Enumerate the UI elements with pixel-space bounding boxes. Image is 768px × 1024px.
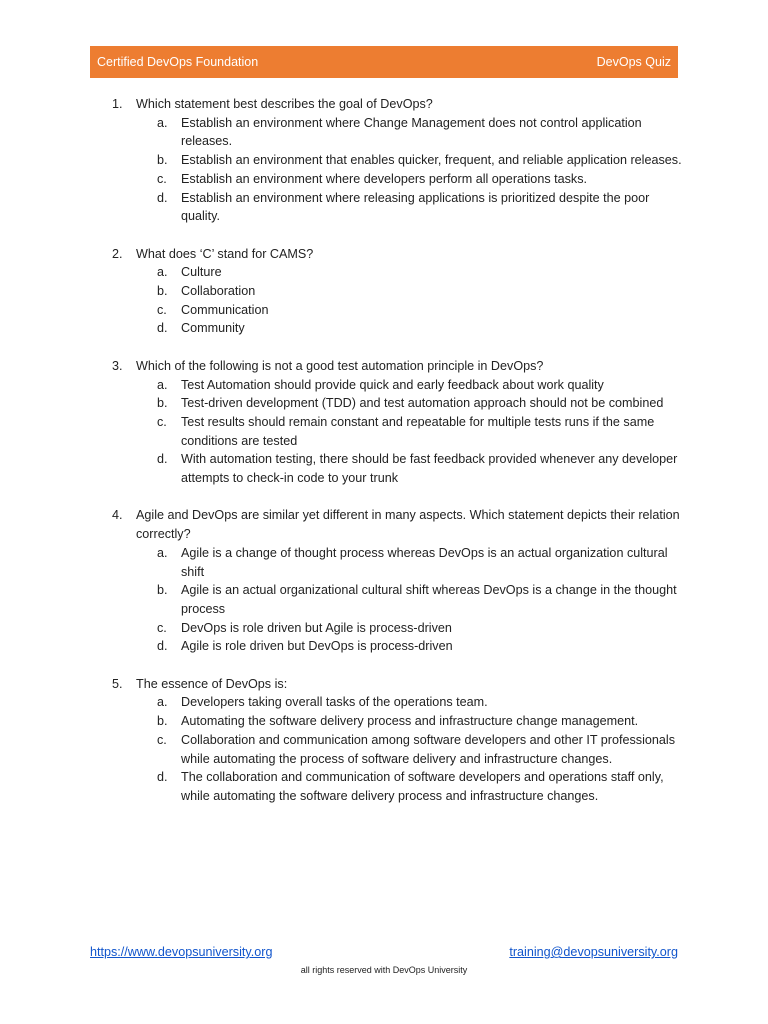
- question-text: Which statement best describes the goal of DevOps?: [136, 97, 433, 111]
- option-text: Establish an environment that enables quicker, frequent, and reliable application releases.: [181, 153, 682, 168]
- option-text: DevOps is role driven but Agile is process-driven: [181, 620, 452, 635]
- option-item: [157, 189, 682, 226]
- option-letter: b.: [157, 284, 168, 299]
- option-letter: a.: [157, 265, 168, 280]
- option-letter: a.: [157, 695, 168, 710]
- question-4: [112, 506, 682, 656]
- option-letter: c.: [157, 414, 167, 429]
- email-link[interactable]: training@devopsuniversity.org: [509, 945, 678, 959]
- option-text: Establish an environment where Change Management does not control application releases.: [181, 115, 642, 149]
- option-list: [157, 114, 682, 226]
- option-item: [157, 151, 682, 170]
- option-text: Test-driven development (TDD) and test automation approach should not be combined: [181, 396, 664, 411]
- quiz-question-list: [112, 95, 682, 824]
- option-letter: a.: [157, 377, 168, 392]
- option-item: [157, 731, 682, 768]
- question-number: 2.: [112, 246, 123, 261]
- copyright-notice: all rights reserved with DevOps University: [300, 965, 468, 975]
- header-title: Certified DevOps Foundation: [97, 55, 259, 69]
- option-letter: d.: [157, 321, 168, 336]
- question-number: 1.: [112, 97, 123, 111]
- option-item: [157, 282, 682, 301]
- option-letter: b.: [157, 153, 168, 168]
- option-item: [157, 544, 682, 581]
- option-list: [157, 376, 682, 488]
- option-list: [157, 263, 682, 338]
- question-3: [112, 357, 682, 488]
- option-text: Community: [181, 321, 245, 336]
- option-item: [157, 637, 682, 656]
- question-text: What does ‘C’ stand for CAMS?: [136, 246, 314, 261]
- option-letter: a.: [157, 115, 168, 130]
- option-item: [157, 450, 682, 487]
- option-letter: b.: [157, 396, 168, 411]
- option-item: [157, 413, 682, 450]
- option-text: Collaboration: [181, 284, 256, 299]
- option-text: Test Automation should provide quick and early feedback about work quality: [181, 377, 604, 392]
- option-text: Agile is a change of thought process whereas DevOps is an actual organization cultural shift: [181, 545, 668, 579]
- option-letter: a.: [157, 545, 168, 560]
- option-item: [157, 319, 682, 338]
- option-item: [157, 114, 682, 151]
- option-letter: b.: [157, 583, 168, 598]
- option-list: [157, 693, 682, 805]
- option-letter: d.: [157, 452, 168, 467]
- option-letter: b.: [157, 714, 168, 729]
- option-item: [157, 394, 682, 413]
- question-1: [112, 95, 682, 226]
- question-text: The essence of DevOps is:: [136, 676, 288, 691]
- option-text: With automation testing, there should be fast feedback provided whenever any developer attempts to check-in code to your trunk: [181, 452, 678, 486]
- question-number: 4.: [112, 508, 123, 523]
- question-text: Agile and DevOps are similar yet different in many aspects. Which statement depicts their relation correctly?: [136, 508, 680, 542]
- option-letter: c.: [157, 302, 167, 317]
- option-letter: c.: [157, 620, 167, 635]
- option-text: Collaboration and communication among software developers and other IT professionals while automating the process of software delivery and infrastructure changes.: [181, 732, 676, 766]
- page-header-bar: [90, 46, 678, 78]
- option-letter: d.: [157, 639, 168, 654]
- option-letter: d.: [157, 770, 168, 785]
- question-5: [112, 675, 682, 806]
- question-number: 3.: [112, 358, 123, 373]
- option-item: [157, 768, 682, 805]
- option-item: [157, 263, 682, 282]
- option-letter: d.: [157, 190, 168, 205]
- option-item: [157, 712, 682, 731]
- option-list: [157, 544, 682, 656]
- question-text: Which of the following is not a good test automation principle in DevOps?: [136, 358, 544, 373]
- option-item: [157, 170, 682, 189]
- option-text: Culture: [181, 265, 222, 280]
- option-text: The collaboration and communication of software developers and operations staff only, while automating the software delivery process and infrastructure changes.: [181, 770, 664, 803]
- option-item: [157, 581, 682, 618]
- option-text: Agile is role driven but DevOps is process-driven: [181, 639, 453, 654]
- option-item: [157, 301, 682, 320]
- option-text: Automating the software delivery process and infrastructure change management.: [181, 714, 639, 729]
- question-number: 5.: [112, 676, 123, 691]
- header-quiz-label: DevOps Quiz: [596, 55, 671, 69]
- option-item: [157, 619, 682, 638]
- option-letter: c.: [157, 171, 167, 186]
- option-text: Test results should remain constant and repeatable for multiple tests runs if the same conditions are tested: [181, 414, 655, 448]
- option-item: [157, 376, 682, 395]
- website-link[interactable]: https://www.devopsuniversity.org: [90, 945, 273, 959]
- question-2: [112, 245, 682, 339]
- option-item: [157, 693, 682, 712]
- option-text: Developers taking overall tasks of the operations team.: [181, 695, 488, 710]
- option-text: Establish an environment where developers perform all operations tasks.: [181, 171, 588, 186]
- option-letter: c.: [157, 732, 167, 747]
- option-text: Establish an environment where releasing applications is prioritized despite the poor quality.: [181, 190, 650, 224]
- option-text: Agile is an actual organizational cultural shift whereas DevOps is a change in the thought process: [181, 583, 677, 616]
- option-text: Communication: [181, 302, 269, 317]
